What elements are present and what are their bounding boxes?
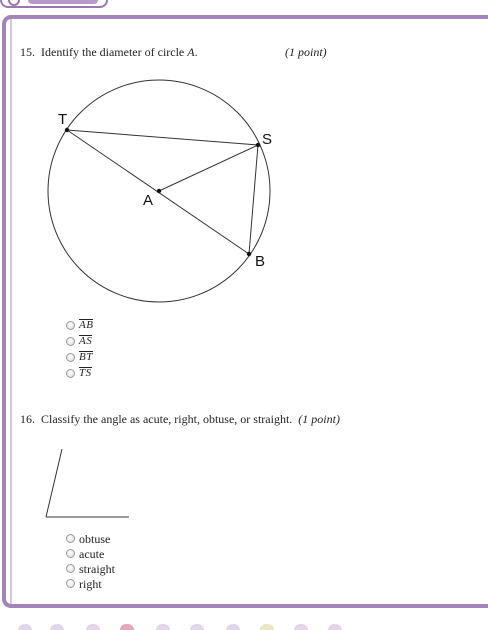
choice-label: BT	[79, 351, 93, 363]
radio-button[interactable]	[66, 549, 75, 558]
radio-button[interactable]	[66, 353, 75, 362]
nav-dot[interactable]	[18, 624, 32, 630]
q16-points: (1 point)	[298, 412, 340, 426]
q15-points: (1 point)	[285, 45, 327, 59]
q15-number: 15.	[20, 45, 35, 59]
nav-dot[interactable]	[328, 624, 342, 630]
choice-label: AB	[79, 319, 94, 331]
choice-label: straight	[79, 561, 115, 576]
q15-choice-ab[interactable]	[66, 317, 93, 333]
nav-dot[interactable]	[294, 624, 308, 630]
q16-choice-acute[interactable]	[66, 546, 115, 561]
q15-var: A	[187, 45, 195, 59]
point-t	[65, 128, 69, 132]
q16-number: 16.	[20, 412, 35, 426]
point-s	[256, 143, 260, 147]
choice-label: TS	[79, 367, 92, 379]
nav-dot[interactable]	[226, 624, 240, 630]
choice-label: acute	[79, 546, 105, 561]
label-t: T	[58, 111, 68, 128]
point-a	[157, 189, 161, 193]
nav-dot[interactable]	[156, 624, 170, 630]
nav-dot[interactable]	[50, 624, 64, 630]
nav-dot[interactable]	[120, 624, 134, 630]
chord-ts	[67, 130, 258, 145]
q16-choice-obtuse[interactable]	[66, 531, 115, 546]
bottom-nav-strip	[0, 622, 488, 629]
choice-label: obtuse	[79, 531, 111, 546]
nav-dot[interactable]	[86, 624, 100, 630]
q16-text	[20, 412, 340, 427]
q16-prompt: Classify the angle as acute, right, obtuse, or straight.	[41, 412, 293, 426]
choice-label: right	[79, 576, 102, 591]
q16-choice-straight[interactable]	[66, 561, 115, 576]
q16-choices	[66, 531, 115, 591]
point-b	[247, 252, 251, 256]
label-b: B	[255, 253, 266, 270]
radio-button[interactable]	[66, 579, 75, 588]
q15-choice-bt[interactable]	[66, 349, 93, 365]
radio-button[interactable]	[66, 534, 75, 543]
q15-choice-as[interactable]	[66, 333, 93, 349]
q15-period: .	[194, 45, 198, 59]
radio-button[interactable]	[66, 321, 75, 330]
label-a: A	[143, 192, 154, 209]
label-s: S	[262, 131, 273, 148]
nav-dot[interactable]	[190, 624, 204, 630]
radio-button[interactable]	[66, 564, 75, 573]
q16-choice-right[interactable]	[66, 576, 115, 591]
radio-button[interactable]	[66, 369, 75, 378]
chord-sb	[249, 145, 258, 254]
q15-prompt: Identify the diameter of circle	[41, 45, 185, 59]
q15-choice-ts[interactable]	[66, 365, 93, 381]
radio-button[interactable]	[66, 337, 75, 346]
nav-dot[interactable]	[260, 624, 274, 630]
q15-choices	[66, 317, 93, 381]
choice-label: AS	[79, 335, 93, 347]
angle-ray-vertical	[46, 449, 62, 517]
segment-as	[159, 145, 258, 191]
